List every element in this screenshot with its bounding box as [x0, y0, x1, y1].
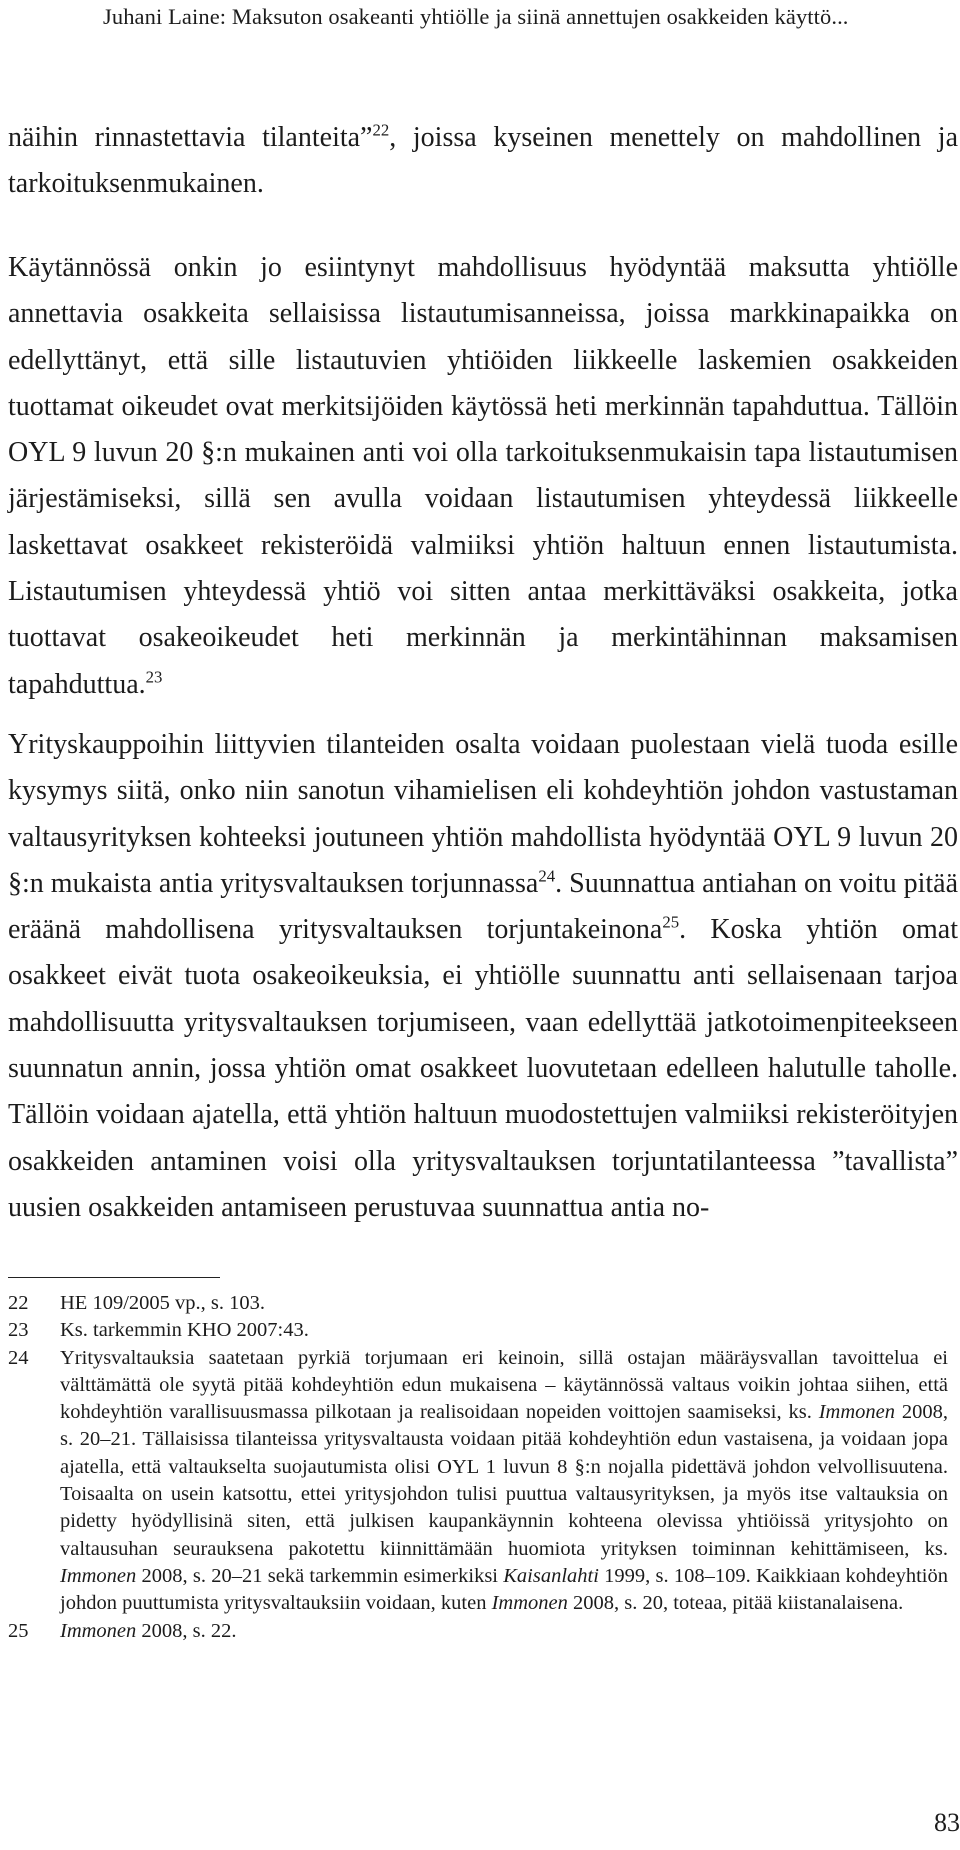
paragraph-text: . Koska yhtiön omat osakkeet eivät tuota osakeoikeuksia, ei yhtiölle suunnattu anti sellaisenaan tarjoa mahdollisuutta yritysvaltauksen torjumiseen, vaan edellyttää jatkotoimenpiteekseen suunnatun annin, jossa yhtiön omat osakkeet luovutetaan edelleen halutulle taholle. Tällöin voidaan ajatella, että yhtiön haltuun muodostettujen valmiiksi rekisteröityjen osakkeiden antaminen voisi olla yritysvaltauksen torjuntatilanteessa ”tavallista” uusien osakkeiden antamiseen perustuvaa suunnattua antia no- — [8, 914, 959, 1223]
paragraph-text: . Suunnattua antiahan on voitu pitää eräänä mahdollisena yritysvaltauksen torjuntakeinona — [8, 867, 958, 946]
footnotes — [8, 1290, 948, 1645]
footnote-23 — [8, 1317, 948, 1344]
footnote-text-segment: 2008, s. 20, toteaa, pitää kiistanalaisena. — [567, 1592, 904, 1615]
cited-author: Immonen — [818, 1401, 895, 1424]
footnote-text-segment: 1999, s. 108–109. Kaikkiaan kohdeyhtiön johdon puuttumista yritysvaltauksiin voidaan, kuten — [60, 1564, 948, 1615]
paragraph-text: näihin rinnastettavia tilanteita” — [8, 122, 373, 153]
footnote-24 — [8, 1345, 948, 1618]
body-paragraph-1 — [8, 115, 958, 208]
footnote-text-segment: 2008, s. 22. — [136, 1619, 237, 1642]
page-number: 83 — [934, 1808, 960, 1837]
footnote-number: 24 — [8, 1346, 29, 1369]
footnote-number: 23 — [8, 1319, 29, 1342]
paragraph-text: Yrityskauppoihin liittyvien tilanteiden osalta voidaan puolestaan vielä tuoda esille kysymys siitä, onko niin sanotun vihamielisen eli kohdeyhtiön johdon vastustaman valtausyrityksen kohteeksi joutuneen yhtiön mahdollista hyödyntää OYL 9 luvun 20 §:n mukaista antia yritysvaltauksen torjunnassa — [8, 729, 958, 899]
footnote-ref-25[interactable]: 25 — [662, 912, 680, 932]
footnote-number: 22 — [8, 1292, 29, 1314]
footnote-ref-22[interactable]: 22 — [372, 120, 390, 140]
footnote-ref-24[interactable]: 24 — [538, 866, 556, 886]
body-paragraph-3 — [8, 722, 958, 1231]
cited-author: Immonen — [60, 1564, 137, 1587]
footnote-text: Ks. tarkemmin KHO 2007:43. — [60, 1319, 309, 1342]
body-paragraph-2 — [8, 245, 958, 708]
footnote-22 — [8, 1290, 948, 1317]
paragraph-text: , joissa kyseinen menettely on mahdollinen ja tarkoituksenmukainen. — [8, 122, 958, 200]
footnote-text — [60, 1618, 948, 1645]
footnote-text-segment: 2008, s. 20–21. Tällaisissa tilanteissa yritysvaltausta voidaan pitää kohdeyhtiön edun vastaisena, ja voidaan jopa ajatella, että valtaukselta suojautumista olisi OYL 1 luvun 8 §:n nojalla pidettävä johdon velvollisuutena. Toisaalta on usein katsottu, ettei yritysjohdon tulisi puuttua valtausyrityksen, ja myös itse valtauksia on pidetty hyödyllisinä siten, että julkisen kaupankäynnin kohteena olevissa yhtiöissä yritysjohto on valtausuhan seurauksena pakotettu kiinnittämään huomiota yrityksen toiminnan kehittämiseen, ks. — [60, 1401, 948, 1560]
running-header: Juhani Laine: Maksuton osakeanti yhtiölle ja siinä annettujen osakkeiden käyttö... — [103, 4, 849, 29]
cited-author: Immonen — [491, 1592, 568, 1615]
cited-author: Immonen — [60, 1619, 137, 1642]
cited-author: Kaisanlahti — [503, 1564, 599, 1587]
paragraph-text: Käytännössä onkin jo esiintynyt mahdollisuus hyödyntää maksutta yhtiölle annettavia osakkeita sellaisissa listautumisanneissa, joissa markkinapaikka on edellyttänyt, että sille listautuvien yhtiöiden liikkeelle laskemien osakkeiden tuottamat oikeudet ovat merkitsijöiden käytössä heti merkinnän tapahduttua. Tällöin OYL 9 luvun 20 §:n mukainen anti voi olla tarkoituksenmukaisin tapa listautumisen järjestämiseksi, sillä sen avulla voidaan listautumisen yhteydessä liikkeelle laskettavat osakkeet rekisteröidä valmiiksi yhtiön haltuun ennen listautumista. Listautumisen yhteydessä yhtiö voi sitten antaa merkittäväksi osakkeita, jotka tuottavat osakeoikeudet heti merkinnän ja merkintähinnan maksamisen tapahduttua. — [8, 252, 958, 700]
footnote-ref-23[interactable]: 23 — [145, 667, 163, 687]
footnote-25 — [8, 1618, 948, 1645]
footnote-divider — [8, 1277, 220, 1278]
footnote-number: 25 — [8, 1619, 29, 1642]
footnote-text — [60, 1345, 948, 1618]
footnote-text-segment: Yritysvaltauksia saatetaan pyrkiä torjumaan eri keinoin, sillä ostajan määräysvallan tavoittelua ei välttämättä ole syytä pitää kohdeyhtiön edun mukaisena – käytännössä valtaus voikin johtaa siihen, että kohdeyhtiön varallisuusmassa pilkotaan ja realisoidaan nopeiden voittojen saamiseksi, ks. — [60, 1346, 948, 1424]
footnote-text-segment: 2008, s. 20–21 sekä tarkemmin esimerkiksi — [136, 1564, 504, 1587]
footnote-text: HE 109/2005 vp., s. 103. — [60, 1292, 265, 1314]
